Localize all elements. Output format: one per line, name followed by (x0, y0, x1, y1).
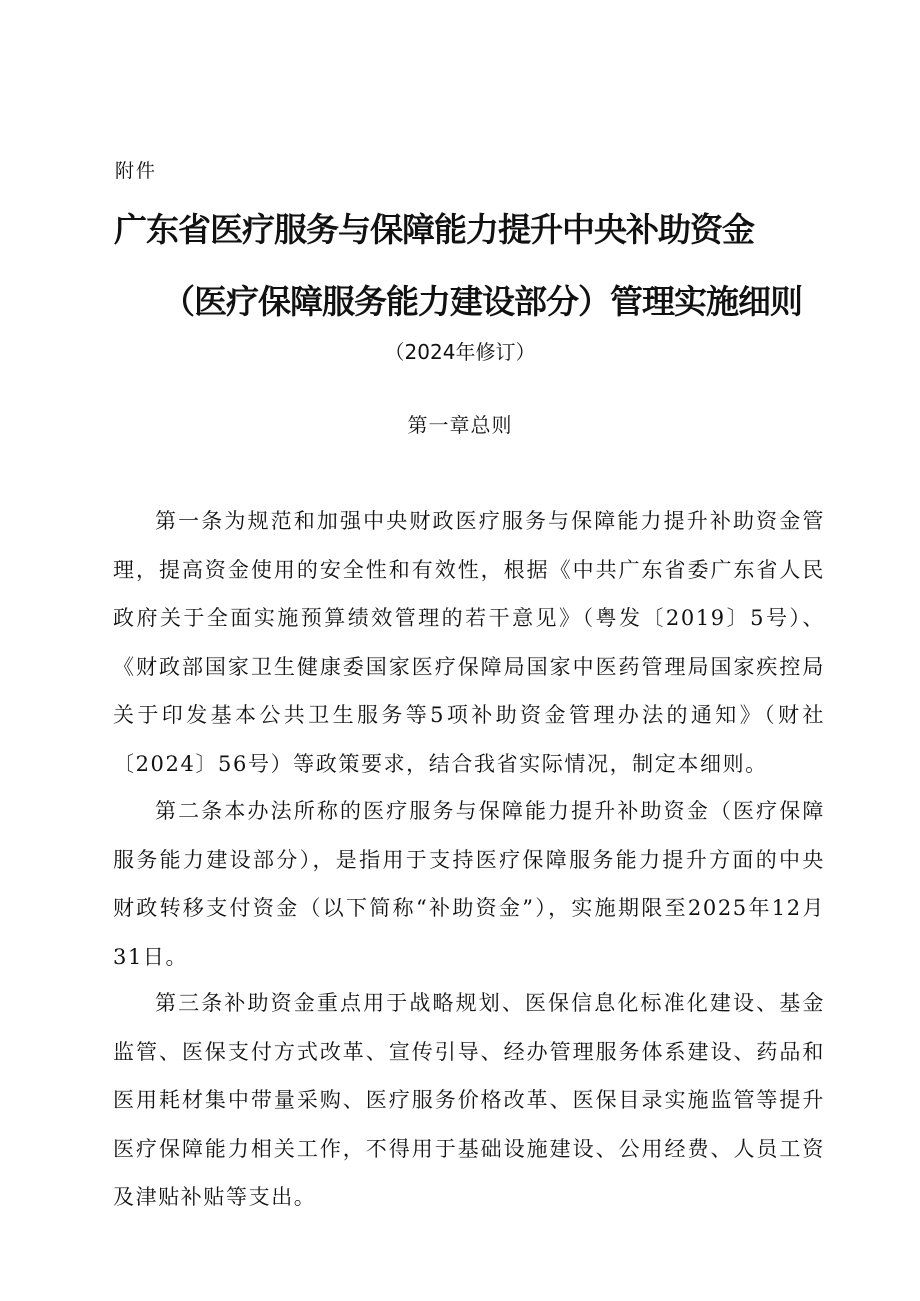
article-3 (113, 979, 825, 1222)
article-2 (113, 787, 825, 981)
article-2-text: 第二条本办法所称的医疗服务与保障能力提升补助资金（医疗保障服务能力建设部分），是指用于支持医疗保障服务能力提升方面的中央财政转移支付资金（以下简称“补助资金”），实施期限至2025年12月31日。 (113, 799, 825, 969)
attachment-label: 附件 (115, 160, 158, 182)
document-title-line-1: 广东省医疗服务与保障能力提升中央补助资金 (114, 210, 754, 249)
document-title-line-2: （医疗保障服务能力建设部分）管理实施细则 (162, 282, 802, 321)
article-1-text: 第一条为规范和加强中央财政医疗服务与保障能力提升补助资金管理，提高资金使用的安全性和有效性，根据《中共广东省委广东省人民政府关于全面实施预算绩效管理的若干意见》（粤发〔2019〕5号）、《财政部国家卫生健康委国家医疗保障局国家中医药管理局国家疾控局关于印发基本公共卫生服务等5项补助资金管理办法的通知》（财社〔2024〕56号）等政策要求，结合我省实际情况，制定本细则。 (113, 509, 825, 776)
article-3-text: 第三条补助资金重点用于战略规划、医保信息化标准化建设、基金监管、医保支付方式改革、宣传引导、经办管理服务体系建设、药品和医用耗材集中带量采购、医疗服务价格改革、医保目录实施监管等提升医疗保障能力相关工作，不得用于基础设施建设、公用经费、人员工资及津贴补贴等支出。 (113, 991, 825, 1209)
chapter-title: 第一章总则 (407, 413, 513, 437)
article-1 (113, 497, 825, 788)
revision-note: （2024年修订） (384, 340, 536, 364)
